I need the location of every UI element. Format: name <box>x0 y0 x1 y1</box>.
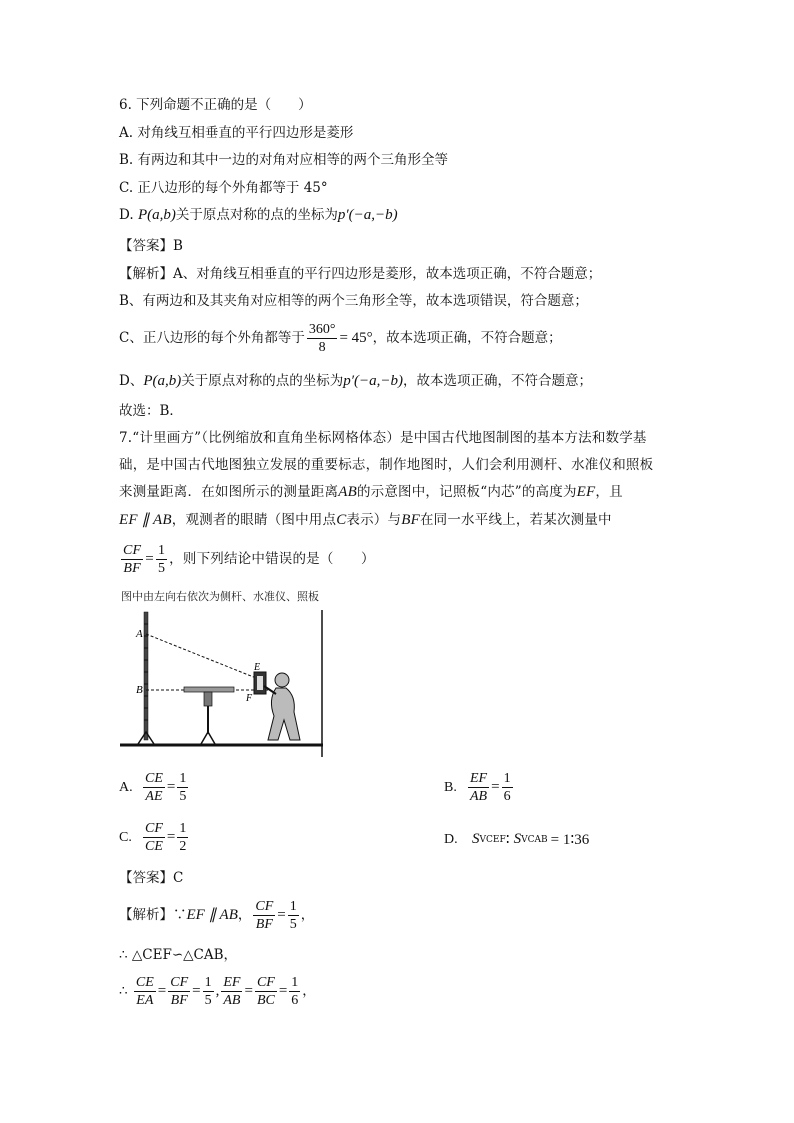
therefore-symbol: ∴ <box>119 983 128 999</box>
fraction-numerator: CE <box>145 771 163 786</box>
q6-explanation-d-image: p′(−a,−b) <box>343 373 403 389</box>
fraction <box>221 974 242 1009</box>
fraction-numerator: 1 <box>179 821 187 836</box>
q7-text: ， <box>302 983 316 999</box>
fraction-numerator: 1 <box>157 543 166 558</box>
q7-answer: 【答案】C <box>119 870 184 886</box>
fraction-numerator: 1 <box>204 975 212 990</box>
fraction-numerator: CF <box>255 899 274 914</box>
fraction-denominator: AB <box>470 789 488 804</box>
q6-explanation-d <box>119 371 592 391</box>
q6-explanation-c <box>119 320 562 356</box>
label-e: E <box>254 662 261 673</box>
q6-option-d-label: D. <box>119 207 138 223</box>
q7-math-parallel: EF ∥ AB <box>119 512 172 528</box>
level-body <box>204 692 212 706</box>
q6-option-b: B. 有两边和其中一边的对角对应相等的两个三角形全等 <box>119 152 449 168</box>
q7-math-bf: BF <box>401 512 420 528</box>
q6-option-d-point: P(a,b) <box>137 207 176 223</box>
fraction-numerator: CF <box>123 543 142 558</box>
q7-option-d <box>444 830 589 849</box>
q7-text: ，则下列结论中错误的是（ ） <box>169 551 375 567</box>
option-ratio <box>502 770 513 805</box>
fraction <box>168 974 190 1009</box>
q7-math-ab: AB <box>338 484 357 500</box>
q6-explanation-b: B、有两边和及其夹角对应相等的两个三角形全等，故本选项错误，符合题意； <box>119 293 588 309</box>
fraction <box>255 974 277 1009</box>
q7-explanation-2: ∴ △CEF∽△CAB， <box>119 947 238 963</box>
q7-explanation-ratio <box>288 898 299 933</box>
fraction-numerator: EF <box>223 975 241 990</box>
fraction-denominator: 6 <box>503 789 511 804</box>
fraction-numerator: 1 <box>179 771 187 786</box>
equals-sign: = <box>145 551 154 567</box>
option-ratio <box>177 770 188 805</box>
q7-math-ef: EF <box>576 484 596 500</box>
q7-text: 来测量距离．在如图所示的测量距离 <box>119 484 339 500</box>
fraction-denominator: BF <box>170 993 188 1008</box>
fraction-numerator: CF <box>256 975 275 990</box>
fraction-denominator: AB <box>223 993 241 1008</box>
q7-stem-line-5 <box>119 540 375 578</box>
fraction <box>134 974 156 1009</box>
option-label: C. <box>119 829 132 845</box>
fraction-denominator: 5 <box>204 993 212 1008</box>
fraction-denominator: 2 <box>179 839 187 854</box>
q7-stem-line-2: 础，是中国古代地图独立发展的重要标志，制作地图时，人们会利用测杆、水准仪和照板 <box>119 457 654 473</box>
area-symbol: S <box>472 831 480 847</box>
option-ratio <box>177 820 188 855</box>
q7-text: ，观测者的眼睛（图中用点 <box>171 512 337 528</box>
q7-stem-line-3 <box>119 482 623 502</box>
figure-caption: 图中由左向右依次为侧杆、水准仪、照板 <box>121 590 319 603</box>
q7-text: ，且 <box>595 484 623 500</box>
fraction-denominator: 5 <box>289 917 297 932</box>
fraction-numerator: CF <box>170 975 189 990</box>
fraction-denominator: 6 <box>291 993 299 1008</box>
fraction-denominator: CE <box>145 839 163 854</box>
option-fraction <box>468 770 489 805</box>
fraction-denominator: BF <box>123 561 141 576</box>
q7-math-c: C <box>336 512 347 528</box>
observer-figure <box>264 673 300 740</box>
fraction-numerator: 360° <box>308 322 336 337</box>
q7-text: ， <box>300 907 315 923</box>
q6-explanation-a: 【解析】A、对角线互相垂直的平行四边形是菱形，故本选项正确，不符合题意； <box>119 266 602 282</box>
q7-text: 【解析】∵ <box>119 907 187 923</box>
fraction-denominator: BF <box>255 917 273 932</box>
q7-stem-line-1: 7.“计里画方”（比例缩放和直角坐标网格体态）是中国古代地图制图的基本方法和数学基 <box>119 430 647 446</box>
measurement-figure <box>118 604 328 759</box>
fraction-denominator: EA <box>136 993 154 1008</box>
q6-option-a: A. 对角线互相垂直的平行四边形是菱形 <box>119 125 354 141</box>
q6-explanation-d-tail: ，故本选项正确，不符合题意； <box>403 373 592 389</box>
q7-stem-line-4 <box>119 510 612 530</box>
board-inner-core <box>257 676 263 690</box>
option-fraction <box>143 820 165 855</box>
q6-explanation-c-tail: ，故本选项正确，不符合题意； <box>372 330 562 346</box>
fraction-denominator: AE <box>145 789 163 804</box>
fraction-numerator: EF <box>470 771 488 786</box>
measuring-rod <box>144 612 148 740</box>
q6-explanation-d-point: P(a,b) <box>143 373 182 389</box>
fraction <box>203 974 214 1009</box>
q7-option-b: B. $\frac{EF}{AB}$ = $\frac{1}{6}$ <box>444 771 511 804</box>
area-subscript: VCEF <box>479 834 506 845</box>
ratio-colon: ∶ <box>505 832 510 848</box>
fraction-denominator: 5 <box>157 561 166 576</box>
q6-option-d <box>119 205 398 225</box>
area-subscript: VCAB <box>521 834 548 845</box>
q7-text: 的示意图中，记照板“内芯”的高度为 <box>356 484 577 500</box>
q7-text: ， <box>237 907 252 923</box>
q7-explanation-3: ∴ $\frac{CE}{EA}$ = $\frac{CF}{BF}$ = $\frac{1}{5}$ , $\frac{EF}{AB}$ = $\frac{CF}{BC}$ = $\frac{1}{6}$ ， <box>119 975 316 1008</box>
q6-stem: 6. 下列命题不正确的是（ ） <box>119 97 312 113</box>
ratio-value: = 1∶36 <box>550 832 590 848</box>
q7-text: 在同一水平线上，若某次测量中 <box>419 512 612 528</box>
q6-choose: 故选：B． <box>119 403 183 419</box>
option-label: B. <box>444 779 457 795</box>
q6-explanation-d-text: 关于原点对称的点的坐标为 <box>181 373 344 389</box>
fraction-denominator: 5 <box>179 789 187 804</box>
fraction-numerator: 1 <box>503 771 511 786</box>
q6-explanation-d-label: D、 <box>119 373 144 389</box>
option-fraction <box>143 770 165 805</box>
fraction <box>289 974 300 1009</box>
q7-explanation-fraction <box>253 898 275 933</box>
q7-explanation-1: 【解析】∵EF ∥ AB， $\frac{CF}{BF}$ = $\frac{1}{5}$ ， <box>119 899 315 932</box>
fraction-denominator: BC <box>256 993 275 1008</box>
q6-option-d-image: p′(−a,−b) <box>337 207 398 223</box>
label-f: F <box>246 693 253 704</box>
level-instrument <box>184 687 234 692</box>
q7-text: 表示）与 <box>346 512 402 528</box>
q6-option-c: C. 正八边形的每个外角都等于 45° <box>119 180 328 196</box>
sight-line-a <box>146 634 256 678</box>
fraction-numerator: 1 <box>291 975 299 990</box>
q6-explanation-c-fraction <box>307 321 338 356</box>
q7-stem-ratio <box>156 542 167 577</box>
area-symbol: S <box>513 831 522 847</box>
option-label: A. <box>119 779 133 795</box>
q6-explanation-c-result: = 45° <box>339 330 373 346</box>
q7-option-a: A. $\frac{CE}{AE}$ = $\frac{1}{5}$ <box>119 771 187 804</box>
q6-explanation-c-text: C、正八边形的每个外角都等于 <box>119 330 305 346</box>
q7-stem-fraction <box>121 542 143 577</box>
fraction-numerator: CF <box>145 821 163 836</box>
q7-math-parallel: EF ∥ AB <box>186 907 238 923</box>
q6-answer: 【答案】B <box>119 238 183 254</box>
label-a: A <box>136 628 143 640</box>
fraction-numerator: 1 <box>289 899 297 914</box>
option-label: D. <box>444 831 458 847</box>
q7-option-c: C. $\frac{CF}{CE}$ = $\frac{1}{2}$ <box>119 821 187 854</box>
fraction-numerator: CE <box>135 975 154 990</box>
q6-option-d-text: 关于原点对称的点的坐标为 <box>175 207 338 223</box>
fraction-denominator: 8 <box>318 340 326 355</box>
label-b: B <box>136 684 143 696</box>
